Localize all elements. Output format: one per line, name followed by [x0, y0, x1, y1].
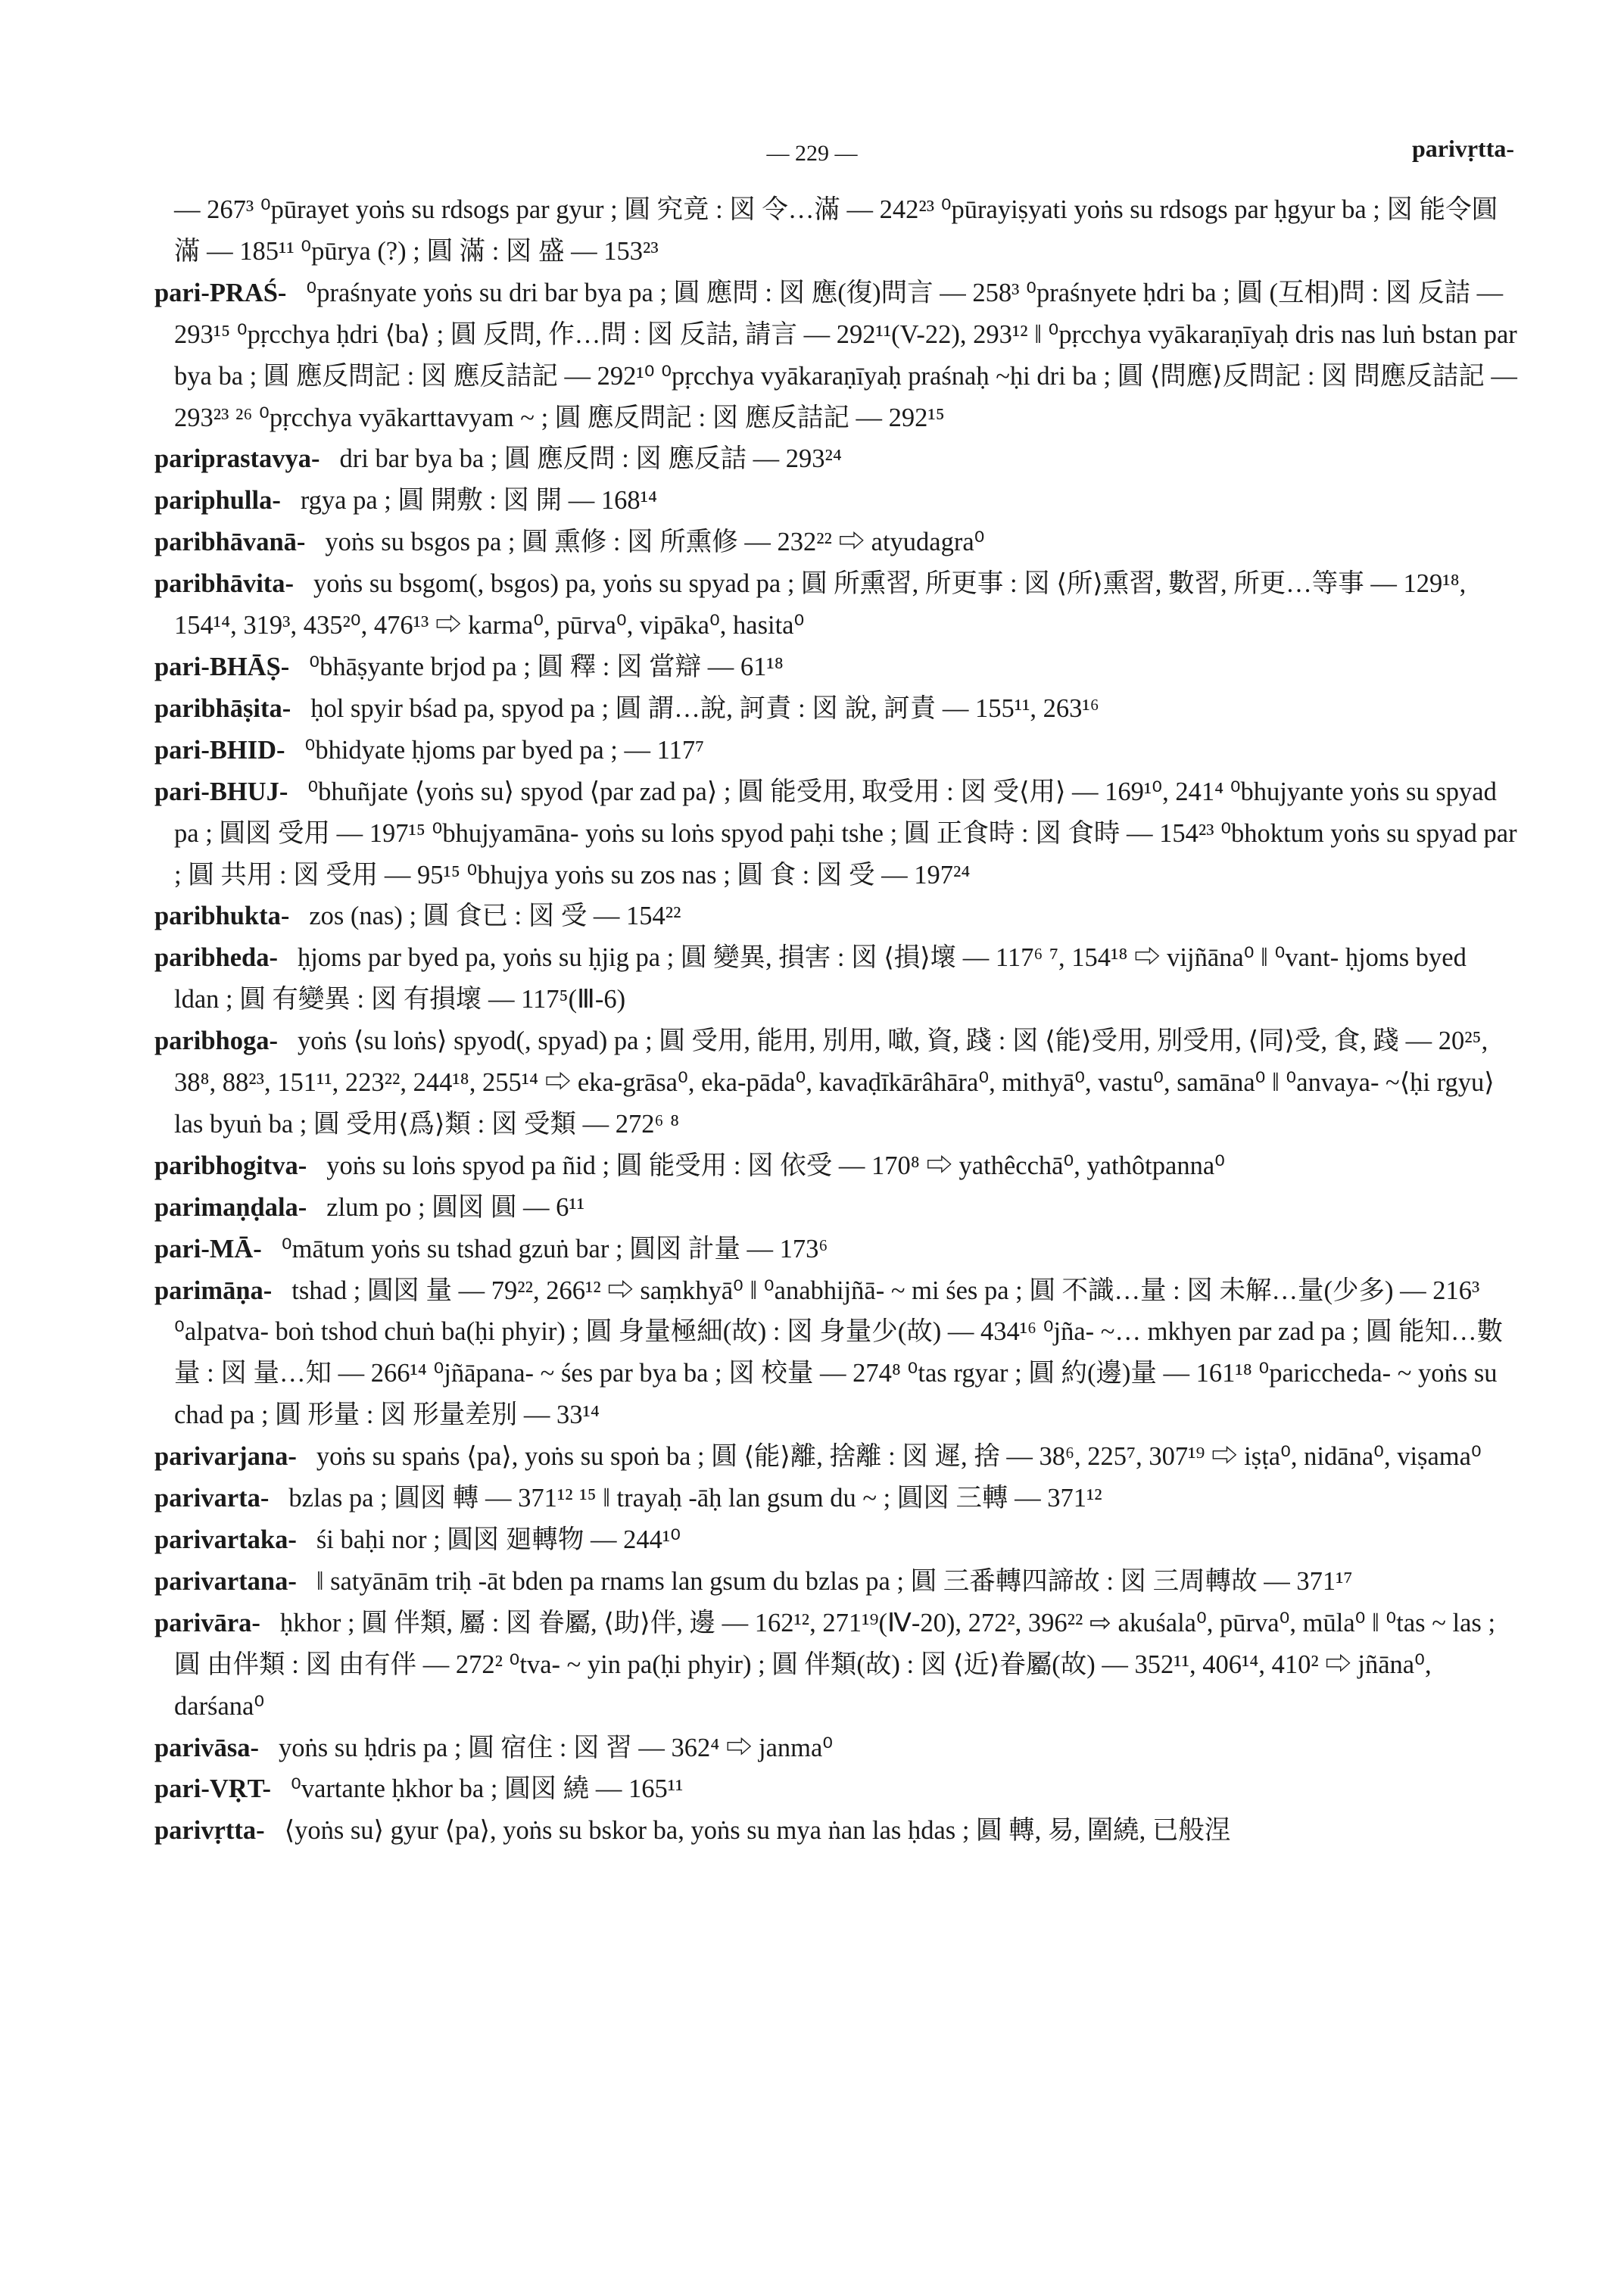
entry-text: ⁰mātum yoṅs su tshad gzuṅ bar ; 圓図 計量 — 173⁶ [281, 1234, 828, 1263]
entry-headword: pari-BHUJ- [154, 777, 288, 806]
entry-headword: pariphulla- [154, 486, 281, 516]
entry-text: — 267³ ⁰pūrayet yoṅs su rdsogs par gyur ; 圓 究竟 : 図 令…滿 — 242²³ ⁰pūrayiṣyati yoṅs su rdsogs par ḥgyur ba ; 図 能令圓滿 — 185¹¹ ⁰pūrya (?) ; 圓 滿 : 図 盛 — 153²³ [174, 195, 1498, 266]
dictionary-entry [154, 1561, 1517, 1603]
entry-text: tshad ; 圓図 量 — 79²², 266¹² ⇨ saṃkhyā⁰ ‖ ⁰anabhijñā- ~ mi śes pa ; 圓 不識…量 : 図 未解…量(少多) — 216³ ⁰alpatva- boṅ tshod chuṅ ba(ḥi phyir) ; 圓 身量極細(故) : 図 身量少(故) — 434¹⁶ ⁰jña- ~… mkhyen par zad pa ; 圓 能知…數量 : 図 量…知 — 266¹⁴ ⁰jñāpana- ~ śes par bya ba ; 図 校量 — 274⁸ ⁰tas rgyar ; 圓 約(邊)量 — 161¹⁸ ⁰pariccheda- ~ yoṅs su chad pa ; 圓 形量 : 図 形量差別 — 33¹⁴ [174, 1276, 1504, 1430]
entry-headword: parivāsa- [154, 1733, 259, 1762]
dictionary-entry [154, 1229, 1517, 1270]
entry-text: ⁰bhuñjate ⟨yoṅs su⟩ spyod ⟨par zad pa⟩ ; 圓 能受用, 取受用 : 図 受⟨用⟩ — 169¹⁰, 241⁴ ⁰bhujyante yoṅs su spyad pa ; 圓図 受用 — 197¹⁵ ⁰bhujyamāna- yoṅs su loṅs spyod paḥi tshe ; 圓 正食時 : 図 食時 — 154²³ ⁰bhoktum yoṅs su spyad par ; 圓 共用 : 図 受用 — 95¹⁵ ⁰bhujya yoṅs su zos nas ; 圓 食 : 図 受 — 197²⁴ [174, 777, 1517, 889]
dictionary-entry [154, 480, 1517, 522]
dictionary-body [154, 189, 1517, 1852]
dictionary-entry [154, 1436, 1517, 1478]
entry-text: yoṅs su spaṅs ⟨pa⟩, yoṅs su spoṅ ba ; 圓 ⟨能⟩離, 捨離 : 図 遲, 捨 — 38⁶, 225⁷, 307¹⁹ ⇨ iṣṭa⁰, nidāna⁰, viṣama⁰ [316, 1442, 1482, 1472]
dictionary-entry [154, 1768, 1517, 1810]
entry-text: yoṅs ⟨su loṅs⟩ spyod(, spyad) pa ; 圓 受用, 能用, 別用, 噉, 資, 踐 : 図 ⟨能⟩受用, 別受用, ⟨同⟩受, 食, 踐 — 20²⁵, 38⁸, 88²³, 151¹¹, 223²², 244¹⁸, 255¹⁴ ⇨ eka-grāsa⁰, eka-pāda⁰, kavaḍīkārâhāra⁰, mithyā⁰, vastu⁰, samāna⁰ ‖ ⁰anvaya- ~⟨ḥi rgyu⟩ las byuṅ ba ; 圓 受用⟨爲⟩類 : 図 受類 — 272⁶ ⁸ [174, 1027, 1495, 1139]
dictionary-entry [154, 688, 1517, 730]
entry-headword: parimaṇḍala- [154, 1192, 307, 1222]
entry-headword: paribheda- [154, 943, 278, 973]
dictionary-entry [154, 1519, 1517, 1561]
entry-text: ḥkhor ; 圓 伴類, 屬 : 図 眷屬, ⟨助⟩伴, 邊 — 162¹², 271¹⁹(Ⅳ-20), 272², 396²² ⇨ akuśala⁰, pūrva⁰, mūla⁰ ‖ ⁰tas ~ las ; 圓 由伴類 : 図 由有伴 — 272² ⁰tva- ~ yin pa(ḥi phyir) ; 圓 伴類(故) : 図 ⟨近⟩眷屬(故) — 352¹¹, 406¹⁴, 410² ⇨ jñāna⁰, darśana⁰ [174, 1608, 1496, 1721]
dictionary-entry [154, 730, 1517, 771]
entry-text: dri bar bya ba ; 圓 應反問 : 図 應反詰 — 293²⁴ [339, 444, 842, 474]
entry-headword: pari-BHID- [154, 735, 285, 765]
entry-text: bzlas pa ; 圓図 轉 — 371¹² ¹⁵ ‖ trayaḥ -āḥ lan gsum du ~ ; 圓図 三轉 — 371¹² [288, 1484, 1102, 1513]
dictionary-entry [154, 1187, 1517, 1229]
dictionary-entry [154, 1728, 1517, 1769]
entry-headword: parivartaka- [154, 1525, 297, 1554]
dictionary-entry [154, 1145, 1517, 1187]
dictionary-entry [154, 646, 1517, 688]
dictionary-entry [154, 563, 1517, 646]
entry-text: yoṅs su bsgos pa ; 圓 熏修 : 図 所熏修 — 232²² ⇨ atyudagra⁰ [325, 528, 985, 557]
dictionary-entry [154, 1270, 1517, 1437]
entry-text: ⁰praśnyate yoṅs su dri bar bya pa ; 圓 應問 : 図 應(復)問言 — 258³ ⁰praśnyete ḥdri ba ; 圓 (互相)問 : 図 反詰 — 293¹⁵ ⁰pṛcchya ḥdri ⟨ba⟩ ; 圓 反問, 作…問 : 図 反詰, 請言 — 292¹¹(V-22), 293¹² ‖ ⁰pṛcchya vyākaraṇīyaḥ dris nas luṅ bstan par bya ba ; 圓 應反問記 : 図 應反詰記 — 292¹⁰ ⁰pṛcchya vyākaraṇīyaḥ praśnaḥ ~ḥi dri ba ; 圓 ⟨問應⟩反問記 : 図 問應反詰記 — 293²³ ²⁶ ⁰pṛcchya vyākarttavyam ~ ; 圓 應反問記 : 図 應反詰記 — 292¹⁵ [174, 278, 1517, 432]
dictionary-entry [154, 1478, 1517, 1519]
entry-headword: parivartana- [154, 1566, 297, 1596]
dictionary-entry [154, 1020, 1517, 1145]
entry-headword: paribhāvanā- [154, 528, 306, 557]
entry-text: yoṅs su bsgom(, bsgos) pa, yoṅs su spyad pa ; 圓 所熏習, 所更事 : 図 ⟨所⟩熏習, 數習, 所更…等事 — 129¹⁸, 154¹⁴, 319³, 435²⁰, 476¹³ ⇨ karma⁰, pūrva⁰, vipāka⁰, hasita⁰ [174, 569, 1467, 640]
dictionary-entry [154, 771, 1517, 896]
running-head: parivṛtta- [1411, 135, 1514, 162]
entry-headword: parivāra- [154, 1608, 260, 1637]
dictionary-entry [154, 896, 1517, 937]
entry-headword: paribhoga- [154, 1027, 278, 1056]
entry-headword: paribhāṣita- [154, 693, 291, 723]
entry-headword: parivṛtta- [154, 1816, 265, 1846]
dictionary-entry [154, 438, 1517, 480]
dictionary-entry [154, 1810, 1517, 1852]
entry-headword: parivarjana- [154, 1442, 297, 1472]
entry-headword: pari-MĀ- [154, 1234, 262, 1263]
entry-text: ḥol spyir bśad pa, spyod pa ; 圓 謂…說, 訶責 : 図 說, 訶責 — 155¹¹, 263¹⁶ [310, 693, 1099, 723]
entry-text: śi baḥi nor ; 圓図 廻轉物 — 244¹⁰ [316, 1525, 681, 1554]
entry-text: zlum po ; 圓図 圓 — 6¹¹ [326, 1192, 585, 1222]
entry-text: ⟨yoṅs su⟩ gyur ⟨pa⟩, yoṅs su bskor ba, yoṅs su mya ṅan las ḥdas ; 圓 轉, 易, 圍繞, 已般涅 [284, 1816, 1231, 1846]
dictionary-entry [154, 273, 1517, 439]
entry-text: ḥjoms par byed pa, yoṅs su ḥjig pa ; 圓 變異, 損害 : 図 ⟨損⟩壞 — 117⁶ ⁷, 154¹⁸ ⇨ vijñāna⁰ ‖ ⁰vant- ḥjoms byed ldan ; 圓 有變異 : 図 有損壞 — 117⁵(Ⅲ-6) [174, 943, 1467, 1014]
entry-text: ⁰bhidyate ḥjoms par byed pa ; — 117⁷ [304, 735, 705, 765]
entry-headword: parivarta- [154, 1484, 270, 1513]
entry-text: yoṅs su ḥdris pa ; 圓 宿住 : 図 習 — 362⁴ ⇨ janma⁰ [279, 1733, 834, 1762]
entry-headword: paribhogitva- [154, 1151, 307, 1180]
dictionary-entry [154, 189, 1517, 273]
entry-text: ⁰bhāṣyante brjod pa ; 圓 釋 : 図 當辯 — 61¹⁸ [309, 652, 784, 681]
entry-headword: paribhukta- [154, 902, 290, 931]
entry-text: zos (nas) ; 圓 食已 : 図 受 — 154²² [309, 902, 681, 931]
entry-headword: paribhāvita- [154, 569, 295, 599]
page-number: — 229 — [766, 141, 858, 166]
dictionary-entry [154, 522, 1517, 563]
entry-text: ⁰vartante ḥkhor ba ; 圓図 繞 — 165¹¹ [291, 1774, 684, 1804]
entry-headword: pari-VṚT- [154, 1774, 271, 1804]
entry-text: yoṅs su loṅs spyod pa ñid ; 圓 能受用 : 図 依受 — 170⁸ ⇨ yathêcchā⁰, yathôtpanna⁰ [326, 1151, 1225, 1180]
entry-headword: pari-BHĀṢ- [154, 652, 290, 681]
entry-text: rgya pa ; 圓 開敷 : 図 開 — 168¹⁴ [300, 486, 657, 516]
entry-headword: pari-PRAŚ- [154, 278, 287, 307]
entry-headword: parimāṇa- [154, 1276, 273, 1305]
dictionary-entry [154, 1603, 1517, 1728]
entry-text: ‖ satyānām triḥ -āt bden pa rnams lan gsum du bzlas pa ; 圓 三番轉四諦故 : 図 三周轉故 — 371¹⁷ [316, 1566, 1353, 1596]
dictionary-entry [154, 937, 1517, 1020]
entry-headword: pariprastavya- [154, 444, 320, 474]
